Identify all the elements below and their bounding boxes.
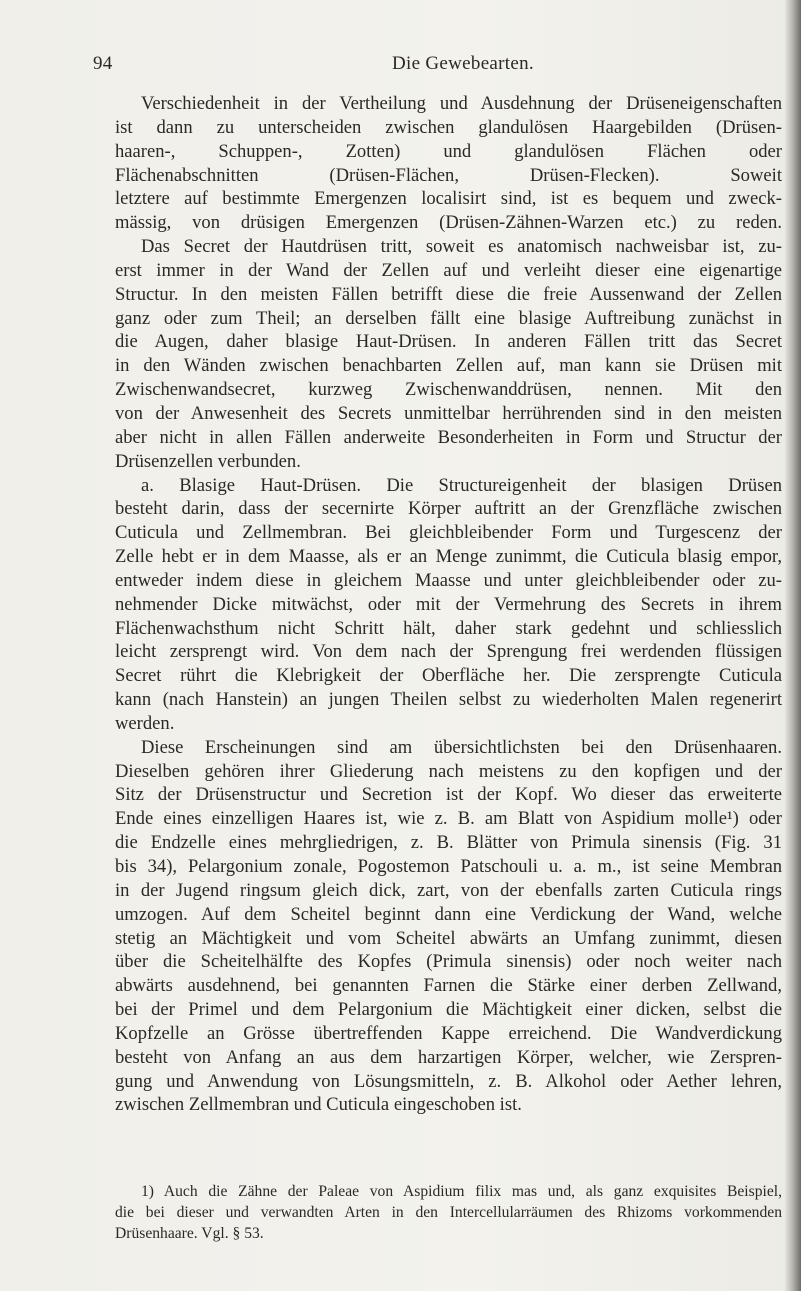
text-line: die Augen, daher blasige Haut-Drüsen. In anderen Fällen tritt das Secret [115, 331, 782, 353]
text-line: Dieselben gehören ihrer Gliederung nach meistens zu den kopfigen und der [115, 760, 782, 782]
text-line: Zelle hebt er in dem Maasse, als er an Menge zunimmt, die Cuticula blasig empor, [115, 546, 782, 568]
text-line: mässig, von drüsigen Emergenzen (Drüsen-Zähnen-Warzen etc.) zu reden. [115, 212, 782, 234]
text-line: ist dann zu unterscheiden zwischen glandulösen Haargebilden (Drüsen- [115, 116, 782, 138]
text-line: aber nicht in allen Fällen anderweite Besonderheiten in Form und Structur der [115, 426, 782, 448]
text-line: letztere auf bestimmte Emergenzen localisirt sind, ist es bequem und zweck- [115, 188, 782, 210]
text-line: die Endzelle eines mehrgliedrigen, z. B. Blätter von Primula sinensis (Fig. 31 [115, 832, 782, 854]
text-line: Verschiedenheit in der Vertheilung und Ausdehnung der Drüseneigenschaften [141, 93, 782, 114]
text-line: bei der Primel und dem Pelargonium die Mächtigkeit einer dicken, selbst die [115, 999, 782, 1021]
text-line: nehmender Dicke mitwächst, oder mit der Vermehrung des Secrets in ihrem [115, 593, 782, 615]
text-line: ganz oder zum Theil; an derselben fällt eine blasige Auftreibung zunächst in [115, 307, 782, 329]
text-line: kann (nach Hanstein) an jungen Theilen selbst zu wiederholten Malen regenerirt [115, 689, 782, 711]
body-text [115, 92, 782, 1117]
text-line: besteht von Anfang an aus dem harzartigen Körper, welcher, wie Zerspren- [115, 1046, 782, 1068]
text-line: in der Jugend ringsum gleich dick, zart, von der ebenfalls zarten Cuticula rings [115, 879, 782, 901]
book-spine-shadow [785, 0, 801, 1291]
text-line: Das Secret der Hautdrüsen tritt, soweit es anatomisch nachweisbar ist, zu- [141, 236, 782, 258]
text-line: werden. [115, 712, 175, 734]
footnote-line: Drüsenhaare. Vgl. § 53. [115, 1225, 264, 1242]
footnote-line: 1) Auch die Zähne der Paleae von Aspidium filix mas und, als ganz exquisites Beispiel, [141, 1183, 782, 1200]
page-number: 94 [93, 53, 113, 74]
text-line: zwischen Zellmembran und Cuticula eingeschoben ist. [115, 1094, 522, 1116]
text-line: Diese Erscheinungen sind am übersichtlichsten bei den Drüsenhaaren. [141, 736, 782, 758]
text-line: von der Anwesenheit des Secrets unmittelbar herrührenden sind in den meisten [115, 402, 782, 424]
text-line: haaren-, Schuppen-, Zotten) und glandulösen Flächen oder [115, 140, 782, 162]
text-line: Structur. In den meisten Fällen betrifft diese die freie Aussenwand der Zellen [115, 283, 782, 305]
text-line: Zwischenwandsecret, kurzweg Zwischenwanddrüsen, nennen. Mit den [115, 379, 782, 401]
text-line: bis 34), Pelargonium zonale, Pogostemon Patschouli u. a. m., ist seine Membran [115, 856, 782, 877]
text-line: abwärts ausdehnend, bei genannten Farnen die Stärke einer derben Zellwand, [115, 975, 782, 997]
text-line: gung und Anwendung von Lösungsmitteln, z. B. Alkohol oder Aether lehren, [115, 1070, 782, 1092]
text-line: Sitz der Drüsenstructur und Secretion ist der Kopf. Wo dieser das erweiterte [115, 784, 782, 806]
text-line: Flächenabschnitten (Drüsen-Flächen, Drüsen-Flecken). Soweit [115, 164, 782, 186]
text-line: erst immer in der Wand der Zellen auf und verleiht dieser eine eigenartige [115, 259, 782, 281]
page-header [0, 53, 801, 77]
text-line: Secret rührt die Klebrigkeit der Oberfläche her. Die zersprengte Cuticula [115, 665, 782, 687]
text-line: Flächenwachsthum nicht Schritt hält, daher stark gedehnt und schliesslich [115, 617, 782, 639]
text-line: Kopfzelle an Grösse übertreffenden Kappe erreichend. Die Wandverdickung [115, 1022, 782, 1044]
text-line: besteht darin, dass der secernirte Körper auftritt an der Grenzfläche zwischen [115, 498, 782, 520]
text-line: leicht zersprengt wird. Von dem nach der Sprengung frei werdenden flüssigen [115, 641, 782, 663]
text-line: Drüsenzellen verbunden. [115, 450, 301, 472]
text-line: Ende eines einzelligen Haares ist, wie z. B. am Blatt von Aspidium molle¹) oder [115, 808, 782, 830]
text-line: umzogen. Auf dem Scheitel beginnt dann eine Verdickung der Wand, welche [115, 903, 782, 925]
footnote-block [115, 1181, 782, 1244]
running-head: Die Gewebearten. [392, 53, 534, 74]
text-line: a. Blasige Haut-Drüsen. Die Structureigenheit der blasigen Drüsen [141, 474, 782, 496]
text-line: in den Wänden zwischen benachbarten Zellen auf, man kann sie Drüsen mit [115, 355, 782, 377]
text-line: entweder indem diese in gleichem Maasse und unter gleichbleibender oder zu- [115, 569, 782, 591]
text-line: stetig an Mächtigkeit und vom Scheitel abwärts an Umfang zunimmt, diesen [115, 927, 782, 949]
text-line: Cuticula und Zellmembran. Bei gleichbleibender Form und Turgescenz der [115, 522, 782, 544]
footnote-line: die bei dieser und verwandten Arten in den Intercellularräumen des Rhizoms vorkommenden [115, 1204, 782, 1221]
text-line: über die Scheitelhälfte des Kopfes (Primula sinensis) oder noch weiter nach [115, 951, 782, 973]
